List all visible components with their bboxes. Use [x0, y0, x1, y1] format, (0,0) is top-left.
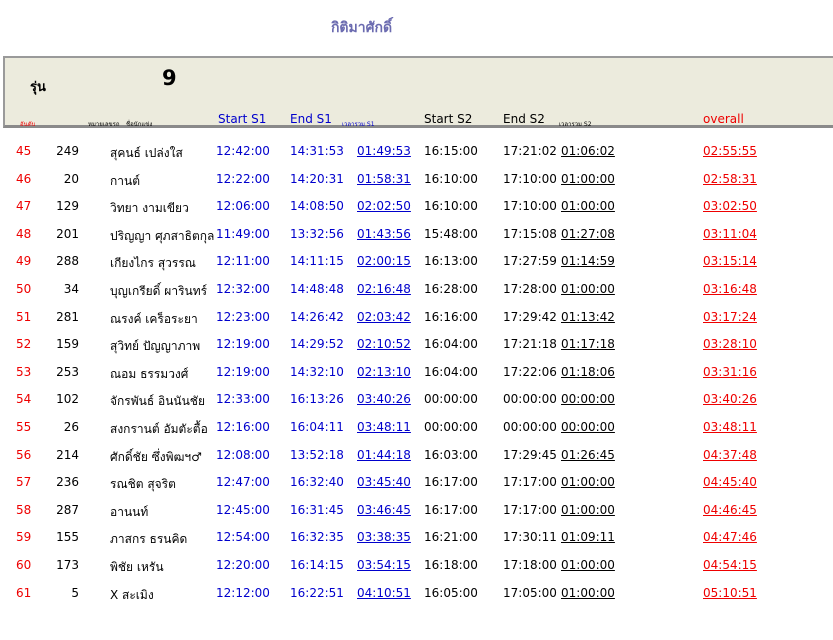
start-s1-cell: 12:06:00 [216, 199, 270, 214]
racer-name: อานนท์ [110, 504, 149, 519]
start-s2-cell: 00:00:00 [424, 392, 478, 407]
rank-cell: 61 [16, 585, 32, 600]
time-s2-link[interactable]: 00:00:00 [561, 392, 615, 407]
header-overall: overall [703, 112, 744, 126]
bib-cell: 201 [56, 226, 79, 241]
racer-name: ศักดิ์ชัย ซึ่งพิฒฯ♂ [110, 449, 202, 464]
rank-cell: 47 [16, 199, 32, 214]
start-s1-cell: 11:49:00 [216, 226, 270, 241]
bib-cell: 281 [56, 309, 79, 324]
start-s2-cell: 16:18:00 [424, 558, 478, 572]
time-s2-link[interactable]: 01:14:59 [561, 254, 615, 269]
end-s2-cell: 17:21:18 [503, 337, 557, 352]
start-s2-cell: 16:10:00 [424, 171, 478, 186]
header-start-s2: Start S2 [424, 112, 473, 126]
time-s2-link[interactable]: 01:00:00 [561, 502, 615, 517]
start-s2-cell: 16:17:00 [424, 502, 478, 517]
bib-cell: 20 [63, 171, 79, 186]
overall-time-link[interactable]: 03:15:14 [703, 254, 757, 269]
rank-cell: 52 [16, 337, 32, 352]
bib-cell: 249 [56, 144, 79, 158]
start-s1-cell: 12:20:00 [216, 558, 270, 572]
end-s1-cell: 16:04:11 [290, 420, 344, 434]
overall-time-link[interactable]: 04:37:48 [703, 447, 757, 462]
start-s2-cell: 16:03:00 [424, 447, 478, 462]
time-s2-link[interactable]: 01:17:18 [561, 337, 615, 352]
bib-cell: 287 [56, 502, 79, 517]
overall-time-link[interactable]: 04:45:40 [703, 475, 757, 490]
time-s2-link[interactable]: 01:00:00 [561, 199, 615, 214]
end-s2-cell: 17:29:42 [503, 309, 557, 324]
end-s2-cell: 17:29:45 [503, 447, 557, 462]
time-s1-link[interactable]: 02:16:48 [357, 282, 411, 296]
racer-name: บุญเกรียดิ์ ผารินทร์ [110, 284, 208, 298]
group-label: รุ่น [30, 80, 46, 95]
rank-cell: 51 [16, 309, 32, 324]
table-row [0, 227, 833, 254]
racer-name: เกียงไกร สุวรรณ [110, 256, 196, 271]
time-s1-link[interactable]: 03:40:26 [357, 392, 411, 407]
start-s2-cell: 16:16:00 [424, 309, 478, 324]
page-title: กิติมาศักดิ์ [330, 20, 393, 36]
end-s1-cell: 14:48:48 [290, 282, 344, 296]
end-s1-cell: 16:13:26 [290, 392, 344, 407]
header-end-s2: End S2 [503, 112, 545, 126]
time-s2-link[interactable]: 01:00:00 [561, 282, 615, 296]
end-s2-cell: 17:10:00 [503, 171, 557, 186]
end-s1-cell: 14:26:42 [290, 309, 344, 324]
start-s1-cell: 12:16:00 [216, 420, 270, 434]
overall-time-link[interactable]: 03:40:26 [703, 392, 757, 407]
bib-cell: 102 [56, 392, 79, 407]
end-s2-cell: 17:21:02 [503, 144, 557, 158]
overall-time-link[interactable]: 03:11:04 [703, 226, 757, 241]
start-s1-cell: 12:33:00 [216, 392, 270, 407]
table-row [0, 172, 833, 199]
end-s1-cell: 14:29:52 [290, 337, 344, 352]
rank-cell: 58 [16, 502, 32, 517]
time-s1-link[interactable]: 04:10:51 [357, 585, 411, 600]
end-s2-cell: 00:00:00 [503, 392, 557, 407]
start-s1-cell: 12:32:00 [216, 282, 270, 296]
end-s1-cell: 14:11:15 [290, 254, 344, 269]
bib-cell: 214 [56, 447, 79, 462]
header-time-s2: เวลารวม S2 [559, 121, 592, 128]
time-s2-link[interactable]: 01:27:08 [561, 226, 615, 241]
end-s2-cell: 17:27:59 [503, 254, 557, 269]
table-row [0, 558, 833, 585]
overall-time-link[interactable]: 04:46:45 [703, 502, 757, 517]
rank-cell: 60 [16, 558, 32, 572]
table-row [0, 448, 833, 475]
start-s2-cell: 16:17:00 [424, 475, 478, 490]
time-s1-link[interactable]: 03:48:11 [357, 420, 411, 434]
bib-cell: 253 [56, 364, 79, 379]
start-s1-cell: 12:45:00 [216, 502, 270, 517]
time-s1-link[interactable]: 01:43:56 [357, 226, 411, 241]
start-s1-cell: 12:11:00 [216, 254, 270, 269]
bib-cell: 155 [56, 530, 79, 545]
rank-cell: 54 [16, 392, 32, 407]
time-s1-link[interactable]: 02:10:52 [357, 337, 411, 352]
overall-time-link[interactable]: 02:55:55 [703, 144, 757, 158]
end-s1-cell: 14:20:31 [290, 171, 344, 186]
time-s1-link[interactable]: 03:45:40 [357, 475, 411, 490]
rank-cell: 57 [16, 475, 32, 490]
table-row [0, 199, 833, 226]
bib-cell: 34 [63, 282, 79, 296]
time-s1-link[interactable]: 02:02:50 [357, 199, 411, 214]
start-s1-cell: 12:19:00 [216, 364, 270, 379]
racer-name: ปริญญา ศุภสาธิตกุล [110, 228, 215, 243]
rank-cell: 56 [16, 447, 32, 462]
overall-time-link[interactable]: 04:54:15 [703, 558, 757, 572]
start-s1-cell: 12:19:00 [216, 337, 270, 352]
table-row [0, 475, 833, 502]
time-s2-link[interactable]: 01:26:45 [561, 447, 615, 462]
time-s1-link[interactable]: 03:46:45 [357, 502, 411, 517]
overall-time-link[interactable]: 03:48:11 [703, 420, 757, 434]
racer-name: วิทยา งามเขียว [110, 201, 189, 216]
racer-name: สุวิทย์ ปัญญาภาพ [110, 339, 201, 354]
header-time-s1: เวลารวม S1 [342, 121, 375, 128]
overall-time-link[interactable]: 03:02:50 [703, 199, 757, 214]
racer-name: กานต์ [110, 173, 140, 188]
time-s2-link[interactable]: 01:13:42 [561, 309, 615, 324]
table-row [0, 144, 833, 171]
start-s2-cell: 00:00:00 [424, 420, 478, 434]
end-s2-cell: 17:17:00 [503, 475, 557, 490]
bib-cell: 288 [56, 254, 79, 269]
start-s2-cell: 16:04:00 [424, 364, 478, 379]
rank-cell: 59 [16, 530, 32, 545]
overall-time-link[interactable]: 03:31:16 [703, 364, 757, 379]
start-s2-cell: 16:04:00 [424, 337, 478, 352]
time-s2-link[interactable]: 01:00:00 [561, 558, 615, 572]
end-s1-cell: 13:52:18 [290, 447, 344, 462]
start-s2-cell: 16:21:00 [424, 530, 478, 545]
time-s1-link[interactable]: 02:03:42 [357, 309, 411, 324]
start-s2-cell: 15:48:00 [424, 226, 478, 241]
overall-time-link[interactable]: 05:10:51 [703, 585, 757, 600]
time-s1-link[interactable]: 01:58:31 [357, 171, 411, 186]
bib-cell: 129 [56, 199, 79, 214]
end-s1-cell: 14:08:50 [290, 199, 344, 214]
rank-cell: 55 [16, 420, 32, 434]
start-s1-cell: 12:42:00 [216, 144, 270, 158]
rank-cell: 48 [16, 226, 32, 241]
time-s2-link[interactable]: 01:06:02 [561, 144, 615, 158]
header-start-s1: Start S1 [218, 112, 267, 126]
rank-cell: 53 [16, 364, 32, 379]
group-number: 9 [162, 66, 177, 90]
end-s1-cell: 13:32:56 [290, 226, 344, 241]
start-s1-cell: 12:47:00 [216, 475, 270, 490]
rank-cell: 46 [16, 171, 32, 186]
end-s2-cell: 17:10:00 [503, 199, 557, 214]
table-row [0, 310, 833, 337]
racer-name: สงกรานต์ อัมตัะตื้อ [110, 422, 208, 436]
table-row [0, 337, 833, 364]
start-s1-cell: 12:08:00 [216, 447, 270, 462]
end-s1-cell: 16:14:15 [290, 558, 344, 572]
end-s1-cell: 16:22:51 [290, 585, 344, 600]
bib-cell: 173 [56, 558, 79, 572]
table-row [0, 530, 833, 557]
end-s2-cell: 00:00:00 [503, 420, 557, 434]
end-s1-cell: 16:31:45 [290, 502, 344, 517]
time-s2-link[interactable]: 01:09:11 [561, 530, 615, 545]
time-s1-link[interactable]: 03:54:15 [357, 558, 411, 572]
end-s2-cell: 17:28:00 [503, 282, 557, 296]
table-row [0, 420, 833, 447]
racer-name: ณอม ธรรมวงศ์ [110, 366, 189, 381]
table-row [0, 503, 833, 530]
start-s2-cell: 16:10:00 [424, 199, 478, 214]
start-s2-cell: 16:28:00 [424, 282, 478, 296]
end-s2-cell: 17:18:00 [503, 558, 557, 572]
end-s1-cell: 16:32:40 [290, 475, 344, 490]
table-row [0, 365, 833, 392]
racer-name: จักรพันธ์ อินนันชัย [110, 394, 205, 409]
end-s2-cell: 17:22:06 [503, 364, 557, 379]
bib-cell: 159 [56, 337, 79, 352]
time-s2-link[interactable]: 01:00:00 [561, 171, 615, 186]
racer-name: สุคนธ์ เปล่งใส [110, 146, 183, 160]
table-row [0, 392, 833, 419]
bib-cell: 26 [63, 420, 79, 434]
end-s1-cell: 16:32:35 [290, 530, 344, 545]
start-s2-cell: 16:13:00 [424, 254, 478, 269]
racer-name: ณรงค์ เคร็อระยา [110, 311, 198, 326]
end-s1-cell: 14:31:53 [290, 144, 344, 158]
overall-time-link[interactable]: 04:47:46 [703, 530, 757, 545]
racer-name: รณชิต สุจริต [110, 477, 176, 492]
end-s1-cell: 14:32:10 [290, 364, 344, 379]
time-s1-link[interactable]: 02:13:10 [357, 364, 411, 379]
time-s1-link[interactable]: 03:38:35 [357, 530, 411, 545]
start-s2-cell: 16:05:00 [424, 585, 478, 600]
overall-time-link[interactable]: 03:16:48 [703, 282, 757, 296]
start-s2-cell: 16:15:00 [424, 144, 478, 158]
end-s2-cell: 17:17:00 [503, 502, 557, 517]
overall-time-link[interactable]: 03:17:24 [703, 309, 757, 324]
bib-cell: 236 [56, 475, 79, 490]
rank-cell: 49 [16, 254, 32, 269]
header-name: ชื่อนักแข่ง [126, 121, 153, 128]
start-s1-cell: 12:54:00 [216, 530, 270, 545]
time-s2-link[interactable]: 01:00:00 [561, 585, 615, 600]
header-rank: อันดับ [20, 121, 36, 128]
start-s1-cell: 12:22:00 [216, 171, 270, 186]
racer-name: พิชัย เหรัน [110, 560, 164, 574]
overall-time-link[interactable]: 02:58:31 [703, 171, 757, 186]
racer-name: ภาสกร ธรนคิด [110, 532, 188, 547]
end-s2-cell: 17:30:11 [503, 530, 557, 545]
racer-name: X สะเมิง [110, 587, 154, 602]
table-row [0, 586, 833, 613]
time-s2-link[interactable]: 01:18:06 [561, 364, 615, 379]
rank-cell: 50 [16, 282, 32, 296]
time-s1-link[interactable]: 01:49:53 [357, 144, 411, 158]
end-s2-cell: 17:15:08 [503, 226, 557, 241]
start-s1-cell: 12:12:00 [216, 585, 270, 600]
table-row [0, 254, 833, 281]
time-s2-link[interactable]: 00:00:00 [561, 420, 615, 434]
bib-cell: 5 [71, 585, 79, 600]
overall-time-link[interactable]: 03:28:10 [703, 337, 757, 352]
time-s2-link[interactable]: 01:00:00 [561, 475, 615, 490]
end-s2-cell: 17:05:00 [503, 585, 557, 600]
header-end-s1: End S1 [290, 112, 332, 126]
header-bib: หมายเลขรถ [88, 121, 120, 128]
time-s1-link[interactable]: 02:00:15 [357, 254, 411, 269]
start-s1-cell: 12:23:00 [216, 309, 270, 324]
rank-cell: 45 [16, 144, 32, 158]
time-s1-link[interactable]: 01:44:18 [357, 447, 411, 462]
table-row [0, 282, 833, 309]
